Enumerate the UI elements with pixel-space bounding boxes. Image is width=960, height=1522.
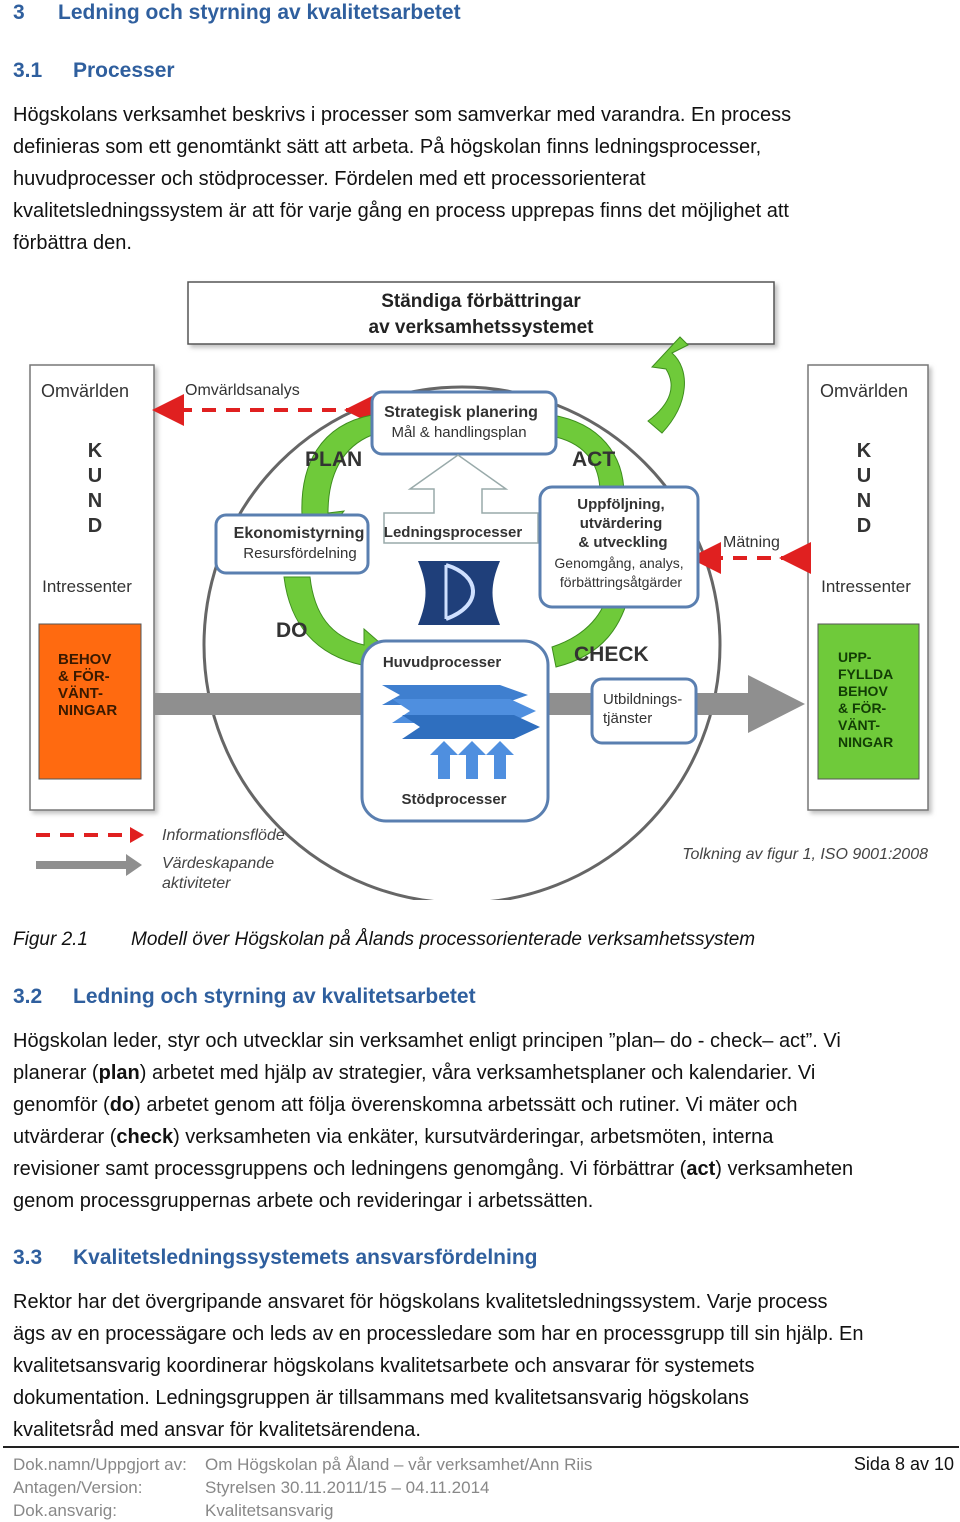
legend-info-label: Informationsflöde xyxy=(162,827,285,844)
behov-line: NINGAR xyxy=(58,702,118,719)
improvement-title-line1: Ständiga förbättringar xyxy=(381,291,581,312)
text-line: utvärderar (check) verksamheten via enkäter, kursutvärderingar, arbetsmöten, interna xyxy=(13,1126,774,1148)
uppfoljning-line: Genomgång, analys, xyxy=(554,555,684,571)
text-line: dokumentation. Ledningsgruppen är tillsammans med kvalitetsansvarig högskolans xyxy=(13,1387,749,1409)
text-line: genom processgruppernas arbete och revideringar i arbetssätten. xyxy=(13,1190,594,1212)
strategisk-planering-box xyxy=(372,392,556,454)
text-line: kvalitetsledningssystem är att för varje gång en process upprepas finns det möjlighet att xyxy=(13,200,789,222)
strategisk-line2: Mål & handlingsplan xyxy=(391,424,527,441)
uppfyllda-line: UPP- xyxy=(838,649,872,665)
right-kund-d: D xyxy=(856,515,872,537)
text-line: kvalitetsråd med ansvar för kvalitetsärendena. xyxy=(13,1419,421,1441)
act-label: ACT xyxy=(572,448,616,471)
tolkning-note: Tolkning av figur 1, ISO 9001:2008 xyxy=(682,846,928,863)
uppfyllda-line: NINGAR xyxy=(838,734,894,750)
legend-info-arrowhead xyxy=(130,827,144,843)
behov-line: VÄNT- xyxy=(58,685,103,702)
text-line: ägs av en processägare och leds av en processledare som har en processgrupp till sin hjälp. En xyxy=(13,1323,864,1345)
uppfoljning-line: & utveckling xyxy=(578,534,668,551)
caption-label: Figur 2.1 xyxy=(13,929,88,950)
utbildning-line1: Utbildnings- xyxy=(603,691,683,708)
bold-do: do xyxy=(109,1094,135,1116)
improvement-title-line2: av verksamhetssystemet xyxy=(368,317,594,338)
check-label: CHECK xyxy=(574,643,649,666)
text-line: planerar (plan) arbetet med hjälp av strategier, våra verksamhetsplaner och kalendarier. Vi xyxy=(13,1062,816,1084)
legend-value-arrow xyxy=(36,854,142,876)
left-kund-d: D xyxy=(87,515,103,537)
uppfyllda-line: FYLLDA xyxy=(838,666,894,682)
text-line: kvalitetsansvarig koordinerar högskolans kvalitetsarbete och ansvarar för systemets xyxy=(13,1355,755,1377)
text-line: definieras som ett genomtänkt sätt att arbeta. På högskolan finns ledningsprocesser, xyxy=(13,136,762,158)
process-model-figure xyxy=(0,275,960,900)
right-kund-u: U xyxy=(856,465,872,487)
strategisk-line1: Strategisk planering xyxy=(384,404,538,421)
uppfoljning-line: förbättringsåtgärder xyxy=(559,574,683,590)
heading-3-3 xyxy=(13,1245,913,1271)
improvement-up-arrow xyxy=(648,337,688,433)
text-line: Högskolans verksamhet beskrivs i processer som samverkar med varandra. En process xyxy=(13,104,792,126)
heading-number: 3.2 xyxy=(13,985,43,1008)
heading-number: 3 xyxy=(13,1,25,24)
plan-label: PLAN xyxy=(305,448,363,471)
behov-line: & FÖR- xyxy=(58,668,110,685)
text-line: Rektor har det övergripande ansvaret för högskolans kvalitetsledningssystem. Varje process xyxy=(13,1291,828,1313)
paragraph-ansvar xyxy=(13,1286,943,1446)
uppfyllda-line: VÄNT- xyxy=(838,717,880,733)
right-kund-n: N xyxy=(856,490,872,512)
omvarldsanalys-label: Omvärldsanalys xyxy=(185,382,300,399)
caption-text: Modell över Högskolan på Ålands processorienterade verksamhetssystem xyxy=(131,929,756,950)
footer-label: Antagen/Version: xyxy=(13,1478,143,1497)
ekonomi-line1: Ekonomistyrning xyxy=(233,525,365,542)
paragraph-ledning xyxy=(13,1025,943,1217)
legend-value-line2: aktiviteter xyxy=(162,875,231,892)
right-intressenter-label: Intressenter xyxy=(821,577,911,596)
heading-text: Kvalitetsledningssystemets ansvarsfördelning xyxy=(73,1246,538,1269)
right-omvarlden-label: Omvärlden xyxy=(819,381,909,401)
text-line: revisioner samt processgruppens och ledningens genomgång. Vi förbättrar (act) verksamheten xyxy=(13,1158,854,1180)
behov-line: BEHOV xyxy=(58,651,112,668)
matning-label: Mätning xyxy=(723,534,780,551)
page-number: Sida 8 av 10 xyxy=(853,1454,954,1474)
uppfoljning-line: utvärdering xyxy=(579,515,663,532)
left-intressenter-label: Intressenter xyxy=(42,577,132,596)
footer-value: Styrelsen 30.11.2011/15 – 04.11.2014 xyxy=(205,1478,490,1497)
ekonomistyrning-box xyxy=(216,515,368,573)
heading-3 xyxy=(13,0,913,26)
do-label: DO xyxy=(276,619,308,642)
heading-number: 3.3 xyxy=(13,1246,43,1269)
huvudprocesser-label: Huvudprocesser xyxy=(382,654,502,671)
ekonomi-line2: Resursfördelning xyxy=(243,545,357,562)
utbildning-line2: tjänster xyxy=(603,710,653,727)
paragraph-processer xyxy=(13,99,913,259)
figure-caption xyxy=(13,929,933,955)
left-kund-k: K xyxy=(87,440,103,462)
legend-value-line1: Värdeskapande xyxy=(162,855,275,872)
right-kund-k: K xyxy=(856,440,872,462)
uppfyllda-line: BEHOV xyxy=(838,683,888,699)
left-kund-u: U xyxy=(87,465,103,487)
text-line: huvudprocesser och stödprocesser. Fördelen med ett processorienterat xyxy=(13,168,646,190)
text-line: förbättra den. xyxy=(13,232,132,254)
footer xyxy=(13,1453,958,1522)
uppfyllda-line: & FÖR- xyxy=(838,700,887,716)
left-omvarlden-label: Omvärlden xyxy=(40,381,130,401)
uppfoljning-line: Uppföljning, xyxy=(577,496,665,513)
heading-text: Ledning och styrning av kvalitetsarbetet xyxy=(73,985,476,1008)
footer-label: Dok.namn/Uppgjort av: xyxy=(13,1455,187,1474)
heading-3-2 xyxy=(13,984,913,1010)
logo-icon xyxy=(418,561,500,625)
footer-value: Om Högskolan på Åland – vår verksamhet/Ann Riis xyxy=(205,1455,593,1474)
footer-divider xyxy=(3,1446,959,1448)
left-kund-n: N xyxy=(87,490,103,512)
footer-label: Dok.ansvarig: xyxy=(13,1501,117,1520)
text-line: Högskolan leder, styr och utvecklar sin verksamhet enligt principen ”plan– do - check– act”. Vi xyxy=(13,1030,841,1052)
bold-plan: plan xyxy=(98,1062,140,1084)
bold-check: check xyxy=(116,1126,174,1148)
heading-text: Processer xyxy=(73,59,175,82)
stodprocesser-label: Stödprocesser xyxy=(401,791,507,808)
ledningsprocesser-label: Ledningsprocesser xyxy=(383,524,523,541)
heading-number: 3.1 xyxy=(13,59,43,82)
heading-3-1 xyxy=(13,58,913,84)
bold-act: act xyxy=(686,1158,716,1180)
footer-value: Kvalitetsansvarig xyxy=(205,1501,334,1520)
text-line: genomför (do) arbetet genom att följa överenskomna arbetssätt och rutiner. Vi mäter och xyxy=(13,1094,798,1116)
support-up-arrows-icon xyxy=(430,741,514,779)
heading-text: Ledning och styrning av kvalitetsarbetet xyxy=(58,1,461,24)
